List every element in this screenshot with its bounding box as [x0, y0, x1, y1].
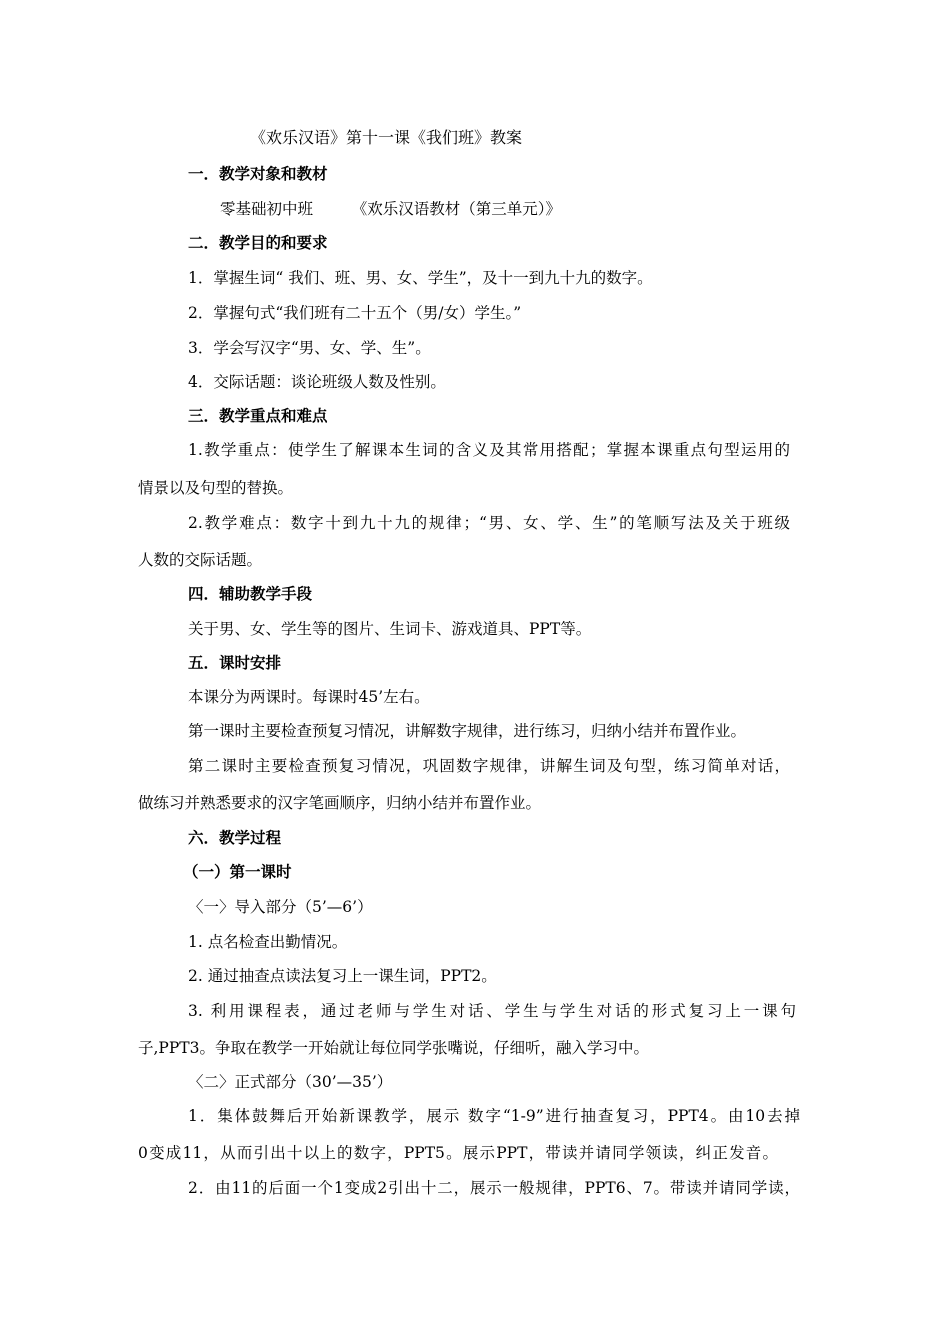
section-heading-5: 五．课时安排 [188, 653, 282, 672]
paragraph-line: 子,PPT3。争取在教学一开始就让每位同学张嘴说，仔细听，融入学习中。 [138, 1039, 649, 1057]
paragraph-line: 1．集体鼓舞后开始新课教学，展示 数字“1-9”进行抽查复习，PPT4。由10去掉 [188, 1107, 800, 1125]
paragraph-line: 1.教学重点：使学生了解课本生词的含义及其常用搭配；掌握本课重点句型运用的 [188, 441, 790, 459]
paragraph-line: 第二课时主要检查预复习情况，巩固数字规律，讲解生词及句型，练习简单对话， [188, 757, 790, 775]
paragraph-line: 1．掌握生词“ 我们、班、男、女、学生”，及十一到九十九的数字。 [188, 269, 653, 287]
section-heading-4: 四．辅助教学手段 [188, 584, 313, 603]
paragraph-line: 3．学会写汉字“男、女、学、生”。 [188, 339, 431, 357]
paragraph-line: 2．由11的后面一个1变成2引出十二，展示一般规律，PPT6、7。带读并请同学读， [188, 1179, 800, 1197]
section-heading-3: 三．教学重点和难点 [188, 406, 328, 425]
paragraph-line: 0变成11，从而引出十以上的数字，PPT5。展示PPT，带读并请同学领读，纠正发音。 [138, 1144, 778, 1162]
paragraph-line: 人数的交际话题。 [138, 551, 263, 569]
section-heading-2: 二．教学目的和要求 [188, 233, 328, 252]
paragraph-line: 本课分为两课时。每课时45’左右。 [188, 688, 430, 706]
paragraph-line: 3. 利用课程表，通过老师与学生对话、学生与学生对话的形式复习上一课句 [188, 1002, 796, 1020]
document-title: 《欢乐汉语》第十一课《我们班》教案 [250, 128, 523, 147]
section-heading-1: 一．教学对象和教材 [188, 164, 328, 183]
paragraph-line: 情景以及句型的替换。 [138, 479, 294, 497]
paragraph-line: 2.教学难点：数字十到九十九的规律；“男、女、学、生”的笔顺写法及关于班级 [188, 514, 790, 532]
paragraph-line: 1. 点名检查出勤情况。 [188, 933, 348, 951]
section-heading-6: 六．教学过程 [188, 828, 282, 847]
paragraph-line: 4．交际话题：谈论班级人数及性别。 [188, 373, 446, 391]
subsection-heading: （一）第一课时 [183, 862, 292, 881]
paragraph-line: 〈一〉导入部分（5’—6’） [188, 898, 373, 916]
paragraph-line: 2．掌握句式“我们班有二十五个（男/女）学生。” [188, 304, 522, 322]
paragraph-line: 做练习并熟悉要求的汉字笔画顺序，归纳小结并布置作业。 [138, 794, 542, 812]
paragraph-line: 关于男、女、学生等的图片、生词卡、游戏道具、PPT等。 [188, 620, 592, 638]
paragraph-line: 第一课时主要检查预复习情况，讲解数字规律，进行练习，归纳小结并布置作业。 [188, 722, 747, 740]
paragraph-line: 〈二〉正式部分（30’—35’） [188, 1073, 393, 1091]
paragraph-line: 2. 通过抽查点读法复习上一课生词，PPT2。 [188, 967, 497, 985]
paragraph-line: 零基础初中班 《欢乐汉语教材（第三单元）》 [220, 200, 562, 218]
